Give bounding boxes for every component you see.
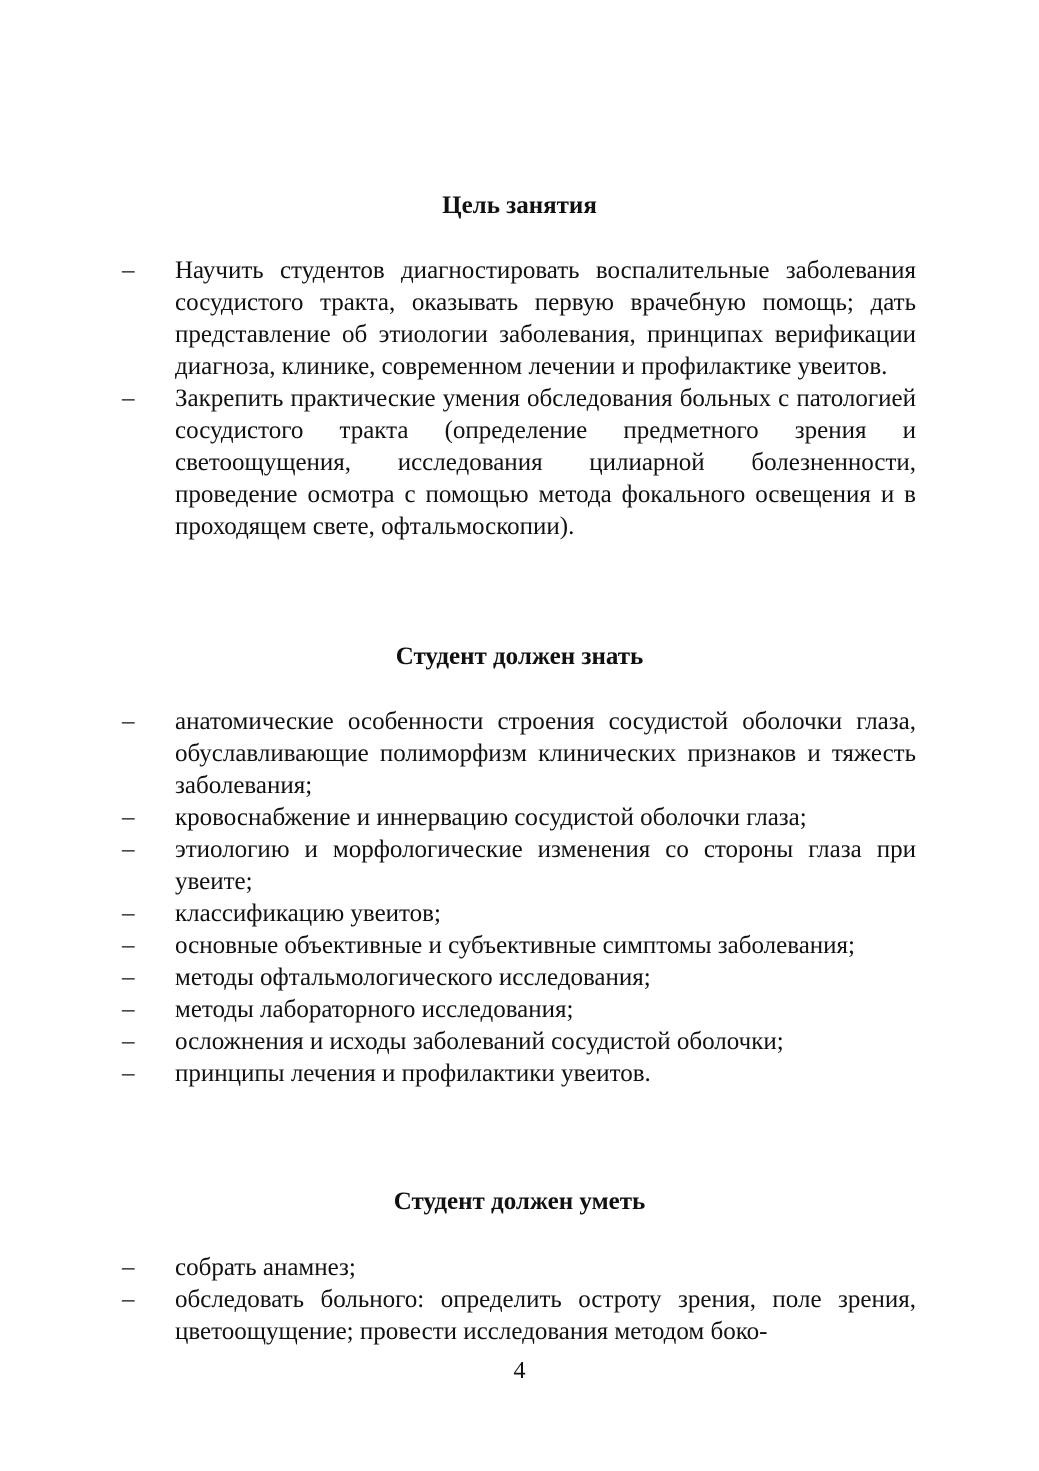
list-dash: – bbox=[122, 900, 135, 927]
list-item-text: кровоснабжение и иннервацию сосудистой оболочки глаза; bbox=[175, 804, 807, 831]
list-dash: – bbox=[122, 932, 135, 959]
list-item-text: основные объективные и субъективные симптомы заболевания; bbox=[175, 932, 855, 959]
list-item-text: Закрепить практические умения обследования больных с патологией сосудистого тракта (определение предметного зрения и светоощущения, исследования цилиарной болезненности, проведение осмотра с помощью метода фокального освещения и в проходящем свете, офтальмоскопии). bbox=[175, 385, 916, 540]
list-item bbox=[122, 255, 916, 383]
able-list bbox=[122, 1252, 916, 1348]
list-item bbox=[122, 1058, 916, 1090]
know-list bbox=[122, 706, 916, 1090]
list-item-text: методы лабораторного исследования; bbox=[175, 996, 574, 1023]
goal-list bbox=[122, 255, 916, 543]
list-item bbox=[122, 994, 916, 1026]
list-dash: – bbox=[122, 257, 135, 284]
list-item-text: методы офтальмологического исследования; bbox=[175, 964, 651, 991]
section-heading-able: Студент должен уметь bbox=[393, 1188, 646, 1215]
list-item bbox=[122, 1026, 916, 1058]
list-dash: – bbox=[122, 836, 135, 863]
list-dash: – bbox=[122, 1254, 135, 1281]
list-item bbox=[122, 383, 916, 543]
list-dash: – bbox=[122, 1028, 135, 1055]
list-dash: – bbox=[122, 1286, 135, 1313]
list-item-text: этиологию и морфологические изменения со стороны глаза при увеите; bbox=[175, 836, 916, 895]
list-item bbox=[122, 1252, 916, 1284]
list-item-text: собрать анамнез; bbox=[175, 1254, 356, 1281]
list-item-text: классификацию увеитов; bbox=[175, 900, 441, 927]
list-item-text: осложнения и исходы заболеваний сосудистой оболочки; bbox=[175, 1028, 784, 1055]
list-dash: – bbox=[122, 708, 135, 735]
list-item bbox=[122, 802, 916, 834]
list-item bbox=[122, 1284, 916, 1348]
list-item-text: принципы лечения и профилактики увеитов. bbox=[175, 1060, 651, 1087]
section-heading-goal: Цель занятия bbox=[442, 192, 597, 219]
list-item-text: обследовать больного: определить остроту зрения, поле зрения, цветоощущение; провести исследования методом боко- bbox=[175, 1286, 916, 1345]
list-dash: – bbox=[122, 964, 135, 991]
list-item bbox=[122, 834, 916, 898]
list-item bbox=[122, 706, 916, 802]
list-dash: – bbox=[122, 804, 135, 831]
list-item-text: анатомические особенности строения сосудистой оболочки глаза, обуславливающие полиморфизм клинических признаков и тяжесть заболевания; bbox=[175, 708, 916, 799]
list-item-text: Научить студентов диагностировать воспалительные заболевания сосудистого тракта, оказывать первую врачебную помощь; дать представление об этиологии заболевания, принципах верификации диагноза, клинике, современном лечении и профилактике увеитов. bbox=[175, 257, 916, 380]
list-dash: – bbox=[122, 1060, 135, 1087]
list-item bbox=[122, 962, 916, 994]
list-dash: – bbox=[122, 996, 135, 1023]
list-item bbox=[122, 930, 916, 962]
page-number: 4 bbox=[513, 1358, 526, 1384]
list-dash: – bbox=[122, 385, 135, 412]
list-item bbox=[122, 898, 916, 930]
section-heading-know: Студент должен знать bbox=[395, 643, 644, 670]
